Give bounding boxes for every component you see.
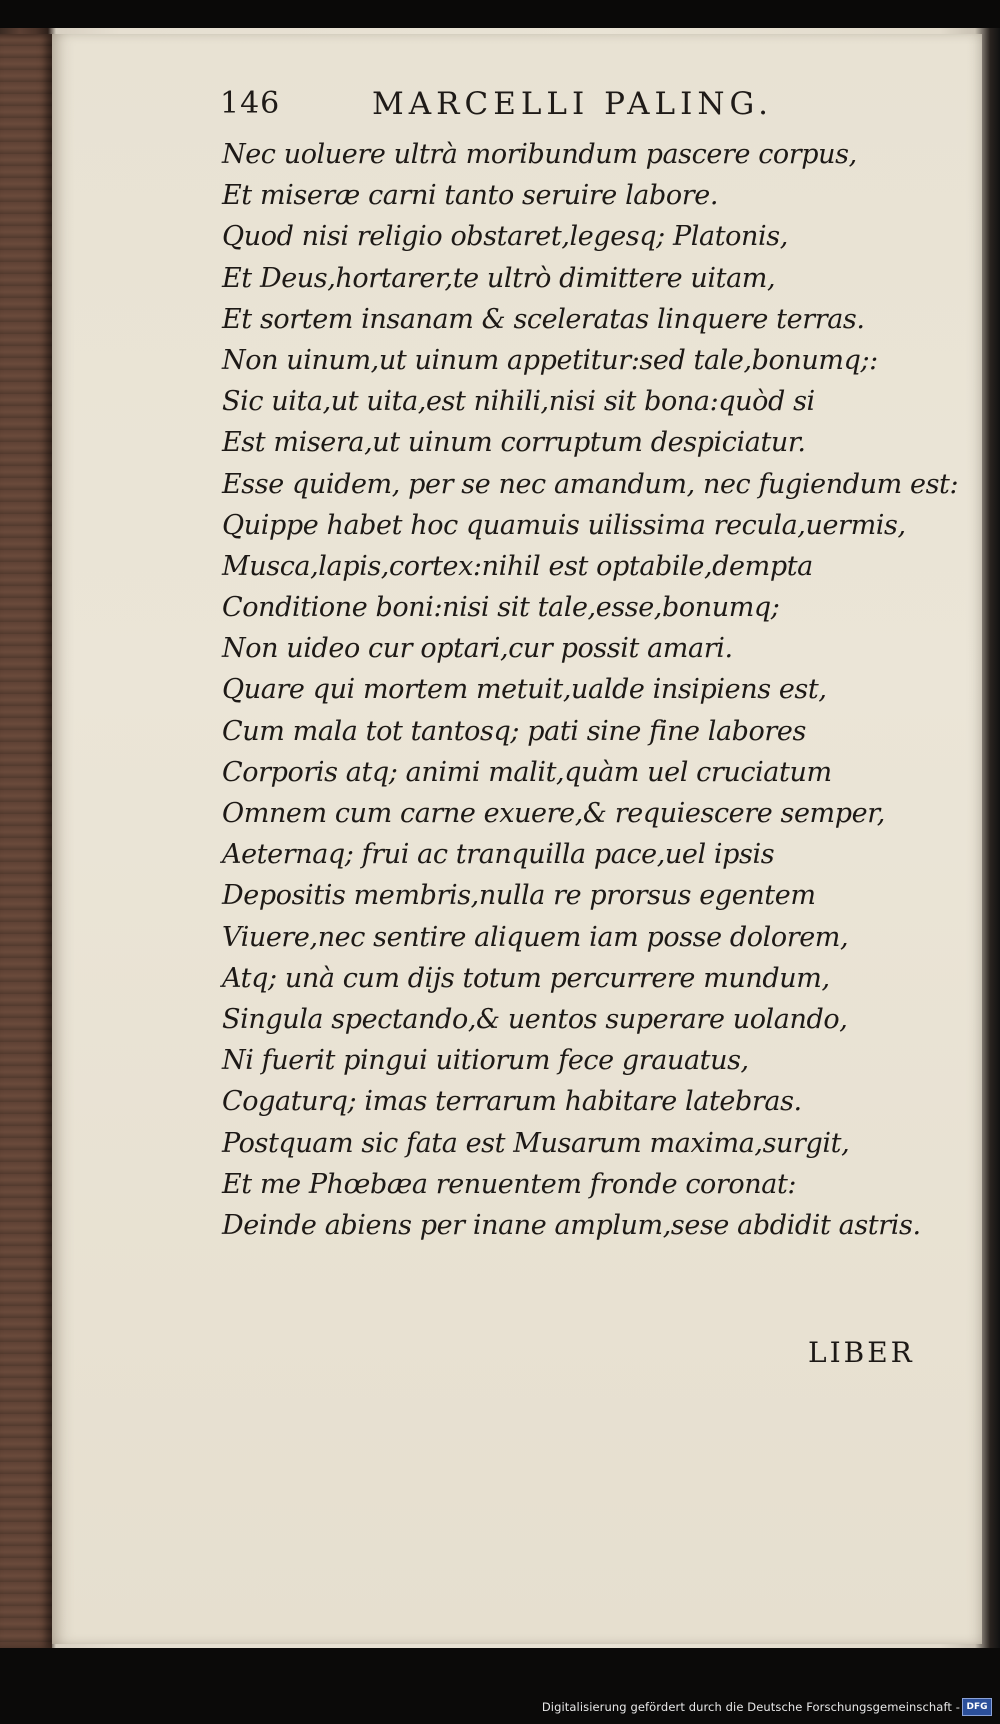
verse-line: Nec uoluere ultrà moribundum pascere corpus, (222, 139, 857, 170)
scan-top-border (0, 0, 1000, 30)
verse-line: Omnem cum carne exuere,& requiescere semper, (222, 798, 885, 829)
verse-line: Et miseræ carni tanto seruire labore. (222, 180, 719, 212)
verse-line: Et Deus,hortarer,te ultrò dimittere uitam, (222, 262, 776, 294)
verse-line: Musca,lapis,cortex:nihil est optabile,dempta (222, 550, 813, 582)
dfg-logo-icon: DFG (962, 1698, 992, 1716)
verse-line: Singula spectando,& uentos superare uolando, (222, 1003, 848, 1035)
verse-line: Quare qui mortem metuit,ualde insipiens est, (222, 674, 827, 706)
verse-line: Postquam sic fata est Musarum maxima,surgit, (222, 1127, 850, 1159)
verse-line: Quippe habet hoc quamuis uilissima recula,uermis, (222, 509, 906, 541)
verse-line: Et me Phœbæa renuentem fronde coronat: (222, 1168, 797, 1200)
page-number: 146 (220, 86, 281, 121)
book-binding-edge (0, 34, 52, 1648)
verse-line: Et sortem insanam & sceleratas linquere terras. (222, 303, 865, 335)
verse-line: Atq; unà cum dijs totum percurrere mundum, (222, 962, 830, 994)
verse-line: Cogaturq; imas terrarum habitare latebras. (222, 1086, 802, 1118)
page-header (220, 86, 840, 130)
catchword: LIBER (808, 1336, 915, 1369)
verse-line: Sic uita,ut uita,est nihili,nisi sit bona:quòd si (222, 386, 815, 418)
verse-line: Est misera,ut uinum corruptum despiciatur. (222, 427, 806, 459)
footer-bar (0, 1648, 1000, 1724)
running-head: MARCELLI PALING. (372, 86, 773, 122)
verse-line: Viuere,nec sentire aliquem iam posse dolorem, (222, 921, 849, 953)
verse-line: Ni fuerit pingui uitiorum fece grauatus, (222, 1045, 749, 1077)
verse-line: Non uideo cur optari,cur possit amari. (222, 633, 733, 665)
verse-block (222, 134, 959, 1246)
verse-line: Cum mala tot tantosq; pati sine fine labores (222, 715, 806, 747)
verse-line: Non uinum,ut uinum appetitur:sed tale,bonumq;: (222, 344, 878, 376)
verse-line: Aeternaq; frui ac tranquilla pace,uel ipsis (222, 839, 775, 871)
verse-line: Conditione boni:nisi sit tale,esse,bonumq; (222, 592, 780, 624)
verse-line: Corporis atq; animi malit,quàm uel cruciatum (222, 756, 832, 788)
verse-line: Esse quidem, per se nec amandum, nec fugiendum est: (222, 468, 959, 500)
verse-line: Depositis membris,nulla re prorsus egentem (222, 880, 816, 912)
verse-line: Quod nisi religio obstaret,legesq; Platonis, (222, 221, 788, 253)
verse-line: Deinde abiens per inane amplum,sese abdidit astris. (222, 1209, 921, 1241)
digitization-credit: Digitalisierung gefördert durch die Deutsche Forschungsgemeinschaft - (541, 1700, 960, 1714)
